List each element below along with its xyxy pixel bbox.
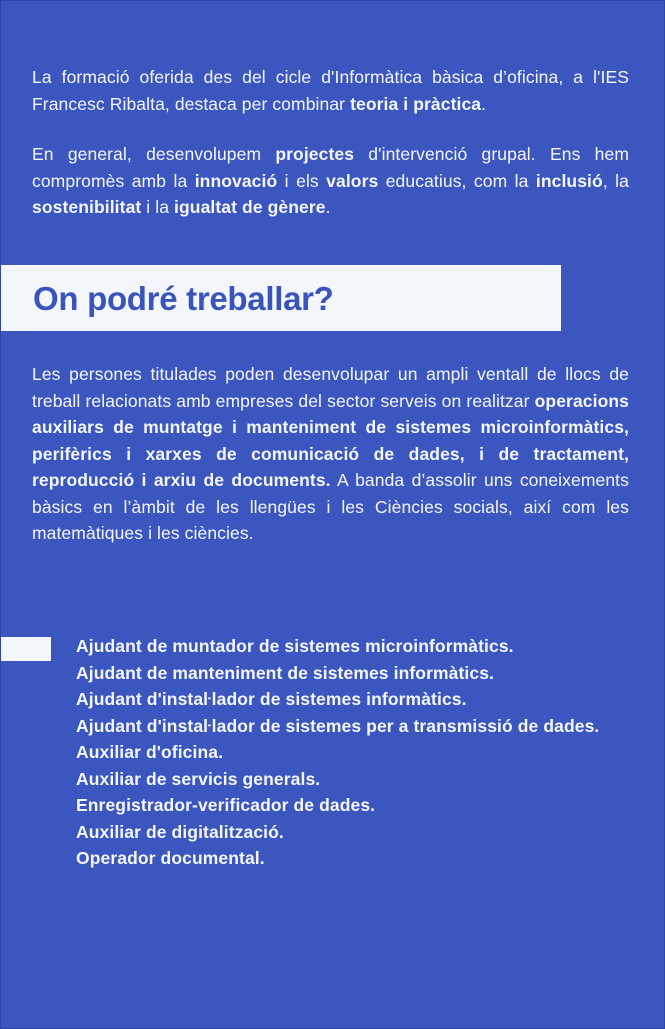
intro-paragraph-1 (32, 64, 629, 117)
section-heading-title: On podré treballar? (33, 279, 334, 317)
list-item: Ajudant d'instaŀlador de sistemes informàtics. (76, 689, 467, 709)
list-item: Ajudant de manteniment de sistemes informàtics. (76, 662, 494, 683)
list-item: Ajudant d'instaŀlador de sistemes per a transmissió de dades. (76, 715, 600, 736)
list-item: Enregistrador-verificador de dades. (76, 795, 376, 815)
intro-p2-text-3: i els (277, 170, 327, 191)
list-accent-bar (1, 637, 51, 661)
body-bold-1: operacions auxiliars de muntatge i manteniment de sistemes microinformàtics, perifèrics i xarxes de comunicació de dades, i de tractament, reproducció i arxiu de documents. (32, 390, 629, 490)
intro-section (32, 64, 629, 221)
intro-p2-text-5: , la (602, 170, 629, 191)
intro-p1-text-1: La formació oferida des del cicle d'Informàtica bàsica d’oficina, a l'IES Francesc Ribalta, destaca per combinar (32, 67, 629, 114)
intro-p2-bold-2: innovació (194, 170, 278, 191)
job-list (76, 633, 629, 872)
intro-p2-bold-6: igualtat de gènere (174, 197, 326, 217)
body-paragraph (32, 361, 629, 547)
list-item: Ajudant de muntador de sistemes microinformàtics. (76, 636, 514, 656)
intro-p2-text-7: . (325, 197, 331, 217)
section-heading-banner (1, 265, 561, 331)
body-text-2: A banda d’assolir uns coneixements bàsics en l’àmbit de les llengües i les Ciències socials, així com les matemàtiques i les ciències. (32, 470, 629, 543)
intro-p2-bold-5: sostenibilitat (32, 197, 142, 217)
intro-paragraph-2 (32, 141, 629, 221)
list-item: Operador documental. (76, 848, 265, 868)
list-item: Auxiliar de servicis generals. (76, 768, 321, 789)
list-item: Auxiliar d'oficina. (76, 742, 224, 762)
intro-p2-text-1: En general, desenvolupem (32, 144, 276, 164)
intro-p1-text-2: . (481, 93, 487, 114)
intro-p2-bold-3: valors (326, 170, 379, 191)
intro-p1-bold-1: teoria i pràctica (350, 93, 482, 114)
intro-p2-text-2: d'intervenció grupal. Ens hem compromès amb la (32, 144, 629, 191)
intro-p2-bold-1: projectes (275, 144, 355, 164)
body-text-1: Les persones titulades poden desenvolupar un ampli ventall de llocs de treball relacionats amb empreses del sector serveis on realitzar (32, 364, 629, 411)
intro-p2-bold-4: inclusió (535, 170, 603, 191)
body-section (32, 361, 629, 547)
intro-p2-text-6: i la (141, 197, 175, 217)
list-item: Auxiliar de digitalització. (76, 821, 284, 842)
intro-p2-text-4: educatius, com la (378, 170, 536, 191)
